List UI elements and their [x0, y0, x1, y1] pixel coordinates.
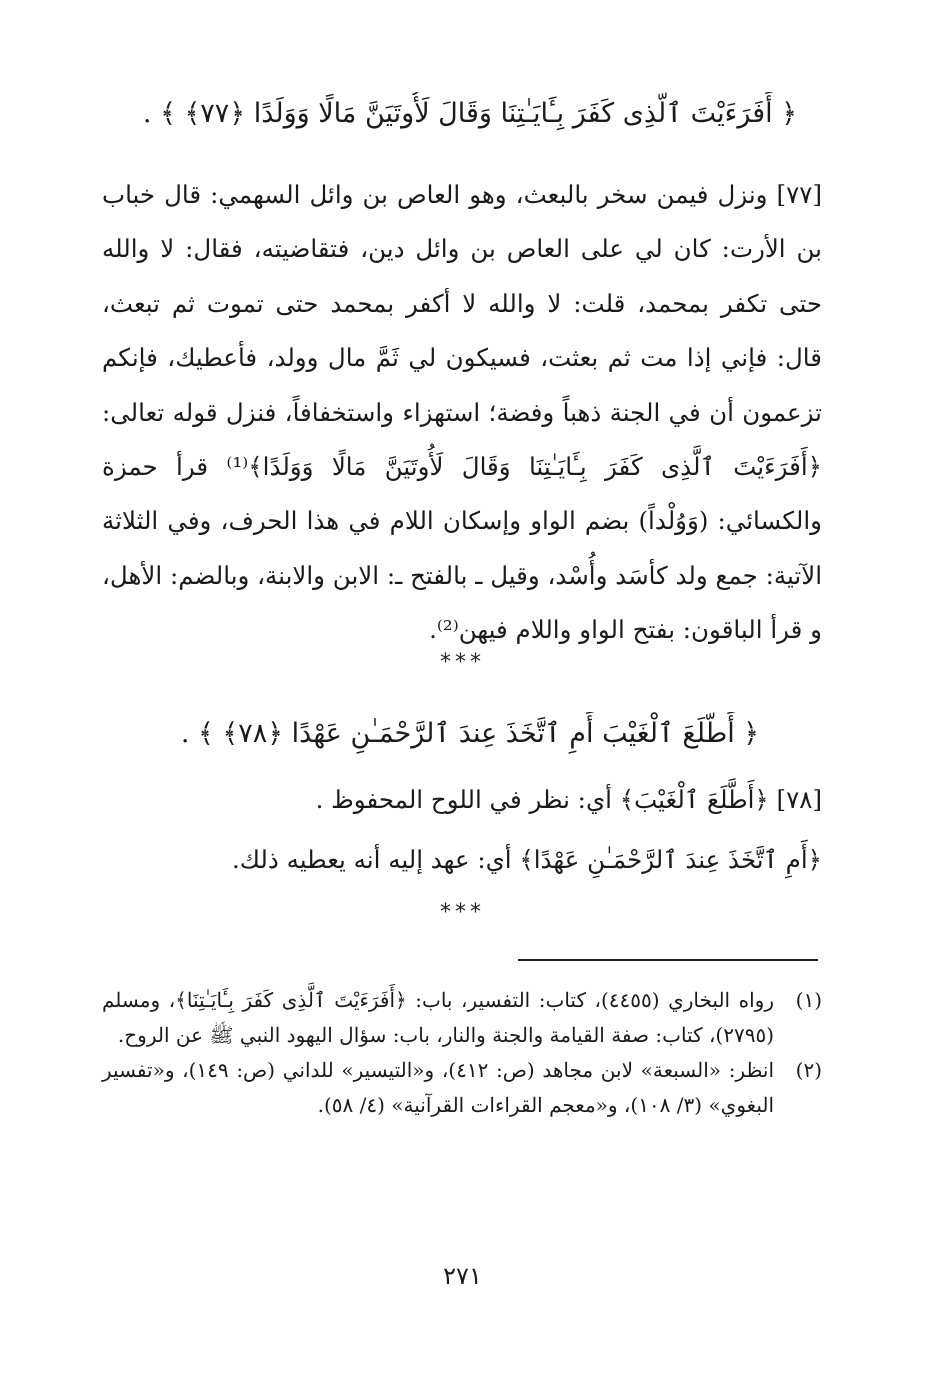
- footnote-text: انظر: «السبعة» لابن مجاهد (ص: ٤١٢)، و«التيسير» للداني (ص: ١٤٩)، و«تفسير البغوي» (٣/ ١٠٨)، و«معجم القراءات القرآنية» (٤/ ٥٨).: [102, 1058, 774, 1117]
- footnote-number: (١): [795, 988, 822, 1012]
- section-separator: ***: [440, 900, 485, 925]
- quran-verse-78: ﴿ أَطَّلَعَ ٱلْغَيْبَ أَمِ ٱتَّخَذَ عِندَ ٱلرَّحْمَـٰنِ عَهْدًا ﴿٧٨﴾ ﴾ .: [180, 718, 760, 749]
- quran-verse-77: ﴿ أَفَرَءَيْتَ ٱلَّذِى كَفَرَ بِـَٔايَـٰتِنَا وَقَالَ لَأُوتَيَنَّ مَالًا وَوَلَدًا ﴿٧٧﴾ ﴾ .: [142, 98, 798, 129]
- commentary-paragraph-77: [٧٧] ونزل فيمن سخر بالبعث، وهو العاص بن وائل السهمي: قال خباب بن الأرت: كان لي على العاص بن وائل دين، فتقاضيته، فقال: لا والله حتى تكفر بمحمد، قلت: لا والله لا أكفر بمحمد حتى تموت ثم تبعث، قال: فإني إذا مت ثم بعثت، فسيكون لي ثَمَّ مال وولد، فأعطيك، فإنكم تزعمون أن في الجنة ذهباً وفضة؛ استهزاء واستخفافاً، فنزل قوله تعالى: ﴿أَفَرَءَيْتَ ٱلَّذِى كَفَرَ بِـَٔايَـٰتِنَا وَقَالَ لَأُوتَيَنَّ مَالًا وَوَلَدًا﴾⁽¹⁾ قرأ حمزة والكسائي: (وَوُلْداً) بضم الواو وإسكان اللام في هذا الحرف، وفي الثلاثة الآتية: جمع ولد كأسَد وأُسْد، وقيل ـ بالفتح ـ: الابن والابنة، وبالضم: الأهل، و قرأ الباقون: بفتح الواو واللام فيهن⁽²⁾.: [102, 180, 822, 645]
- footnote-text: رواه البخاري (٤٤٥٥)، كتاب: التفسير، باب: ﴿أَفَرَءَيْتَ ٱلَّذِى كَفَرَ بِـَٔايَـٰتِنَا﴾، ومسلم (٢٧٩٥)، كتاب: صفة القيامة والجنة والنار، باب: سؤال اليهود النبي ﷺ عن الروح.: [102, 988, 774, 1047]
- commentary-line-78-first: [٧٨] ﴿أَطَّلَعَ ٱلْغَيْبَ﴾ أي: نظر في اللوح المحفوظ .: [315, 785, 822, 814]
- footnote-item: [102, 983, 822, 1053]
- page-number: ٢٧١: [443, 1262, 482, 1290]
- footnote-number: (٢): [795, 1058, 822, 1082]
- footnotes: [102, 983, 822, 1123]
- commentary-line-78-second: ﴿أَمِ ٱتَّخَذَ عِندَ ٱلرَّحْمَـٰنِ عَهْدًا﴾ أي: عهد إليه أنه يعطيه ذلك.: [232, 845, 822, 874]
- footnote-divider: [518, 959, 818, 961]
- footnote-item: [102, 1053, 822, 1123]
- section-separator: ***: [440, 650, 485, 675]
